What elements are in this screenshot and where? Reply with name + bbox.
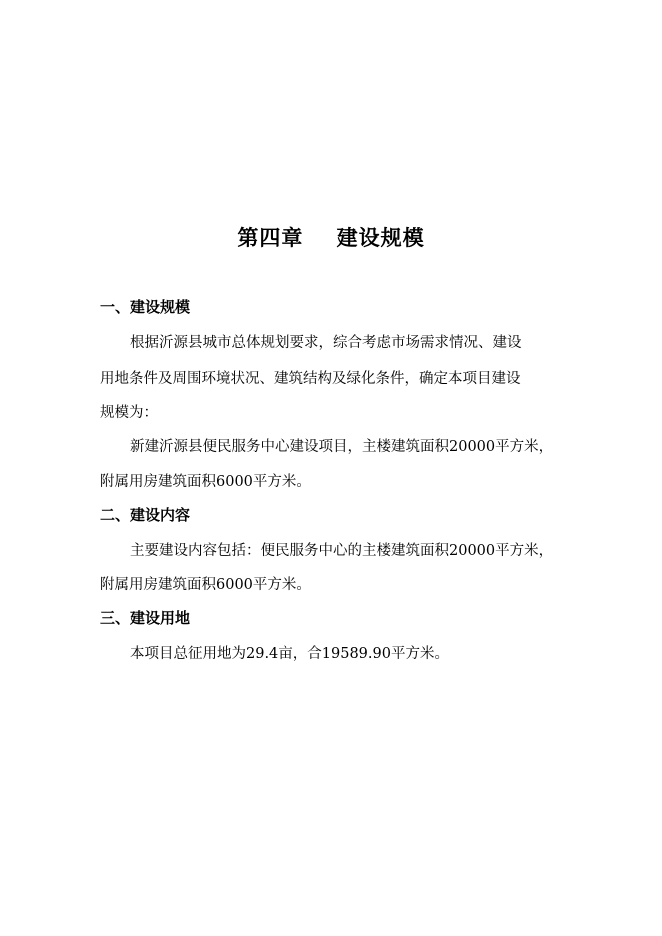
section-heading-content: 二、建设内容 xyxy=(100,506,191,524)
paragraph-line: 附属用房建筑面积6000平方米。 xyxy=(100,577,311,593)
chapter-title: 第四章 建设规模 xyxy=(237,225,425,250)
paragraph-line: 用地条件及周围环境状况、建筑结构及绿化条件，确定本项目建设 xyxy=(100,371,521,387)
paragraph-line: 新建沂源县便民服务中心建设项目，主楼建筑面积20000平方米， xyxy=(130,439,554,455)
section-heading-scale: 一、建设规模 xyxy=(100,298,191,316)
section-heading-land: 三、建设用地 xyxy=(100,609,191,627)
paragraph-line: 本项目总征用地为29.4亩，合19589.90平方米。 xyxy=(130,646,449,662)
paragraph-line: 附属用房建筑面积6000平方米。 xyxy=(100,474,311,490)
paragraph-line: 规模为： xyxy=(100,405,158,421)
paragraph-line: 根据沂源县城市总体规划要求，综合考虑市场需求情况、建设 xyxy=(130,335,522,351)
paragraph-line: 主要建设内容包括：便民服务中心的主楼建筑面积20000平方米， xyxy=(130,543,554,559)
